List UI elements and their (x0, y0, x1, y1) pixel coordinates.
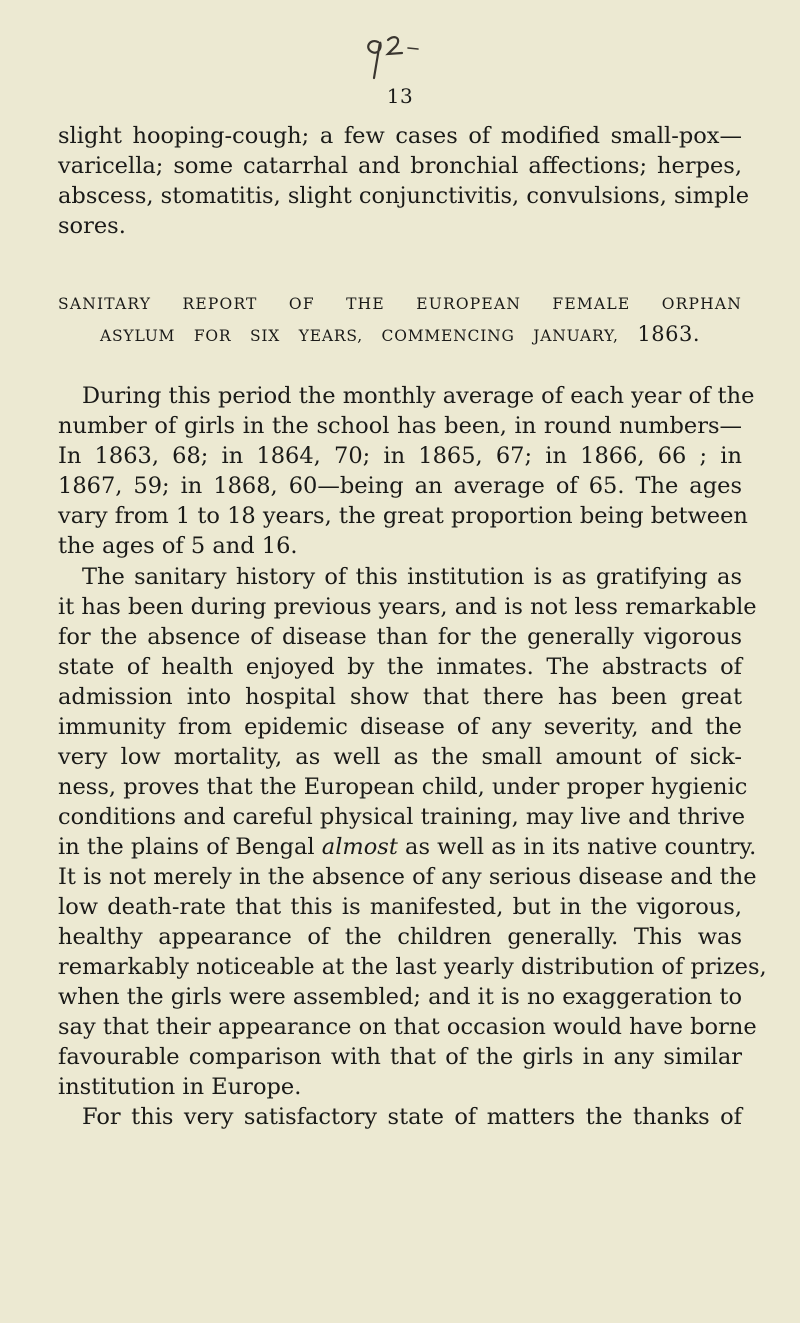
paragraph-three-line: admission into hospital show that there has been great (58, 684, 742, 710)
paragraph-three-line: very low mortality, as well as the small amount of sick- (58, 744, 742, 770)
paragraph-three-line: immunity from epidemic disease of any severity, and the (58, 714, 742, 740)
paragraph-three-line: ness, proves that the European child, under proper hygienic (58, 774, 748, 800)
paragraph-two-line: During this period the monthly average of each year of the (82, 383, 755, 409)
paragraph-two-line: vary from 1 to 18 years, the great proportion being between (58, 503, 748, 529)
paragraph-four-line: For this very satisfactory state of matters the thanks of (82, 1104, 742, 1130)
paragraph-three-line: The sanitary history of this institution is as gratifying as (82, 564, 742, 590)
paragraph-three-line-italic (58, 832, 757, 862)
paragraph-three-line: healthy appearance of the children generally. This was (58, 924, 742, 950)
page-number: 13 (386, 84, 414, 108)
paragraph-three-line: it has been during previous years, and is not less remarkable (58, 594, 757, 620)
opening-line: varicella; some catarrhal and bronchial affections; herpes, (58, 153, 742, 179)
heading-text: ASYLUM FOR SIX YEARS, COMMENCING JANUARY, (100, 327, 619, 345)
paragraph-three-line: for the absence of disease than for the generally vigorous (58, 624, 742, 650)
paragraph-three-line: when the girls were assembled; and it is no exaggeration to (58, 984, 742, 1010)
opening-line: sores. (58, 213, 126, 239)
section-heading-line-2 (100, 322, 700, 348)
text-span: in the plains of Bengal (58, 834, 322, 860)
paragraph-two-line: number of girls in the school has been, in round numbers— (58, 413, 742, 439)
section-heading-line-1: SANITARY REPORT OF THE EUROPEAN FEMALE ORPHAN (58, 295, 742, 313)
paragraph-two-line: the ages of 5 and 16. (58, 533, 298, 559)
opening-line: abscess, stomatitis, slight conjunctivitis, convulsions, simple (58, 183, 750, 209)
italic-emphasis: almost (321, 834, 398, 860)
paragraph-three-line: conditions and careful physical training, may live and thrive (58, 804, 746, 830)
paragraph-three-line: institution in Europe. (58, 1074, 302, 1100)
paragraph-two-line: In 1863, 68; in 1864, 70; in 1865, 67; in 1866, 66 ; in (58, 443, 742, 469)
heading-year: 1863. (637, 322, 700, 346)
paragraph-three-line: say that their appearance on that occasion would have borne (58, 1014, 757, 1040)
paragraph-three-line: low death-rate that this is manifested, but in the vigorous, (58, 894, 742, 920)
paragraph-three-line: favourable comparison with that of the girls in any similar (58, 1044, 742, 1070)
handwritten-annotation (358, 28, 428, 82)
paragraph-three-line: state of health enjoyed by the inmates. The abstracts of (58, 654, 742, 680)
paragraph-two-line: 1867, 59; in 1868, 60—being an average of 65. The ages (58, 473, 742, 499)
text-span: as well as in its native country. (397, 834, 757, 860)
opening-line: slight hooping-cough; a few cases of modified small-pox— (58, 123, 742, 149)
paragraph-three-line: It is not merely in the absence of any serious disease and the (58, 864, 757, 890)
paragraph-three-line: remarkably noticeable at the last yearly distribution of prizes, (58, 954, 767, 980)
